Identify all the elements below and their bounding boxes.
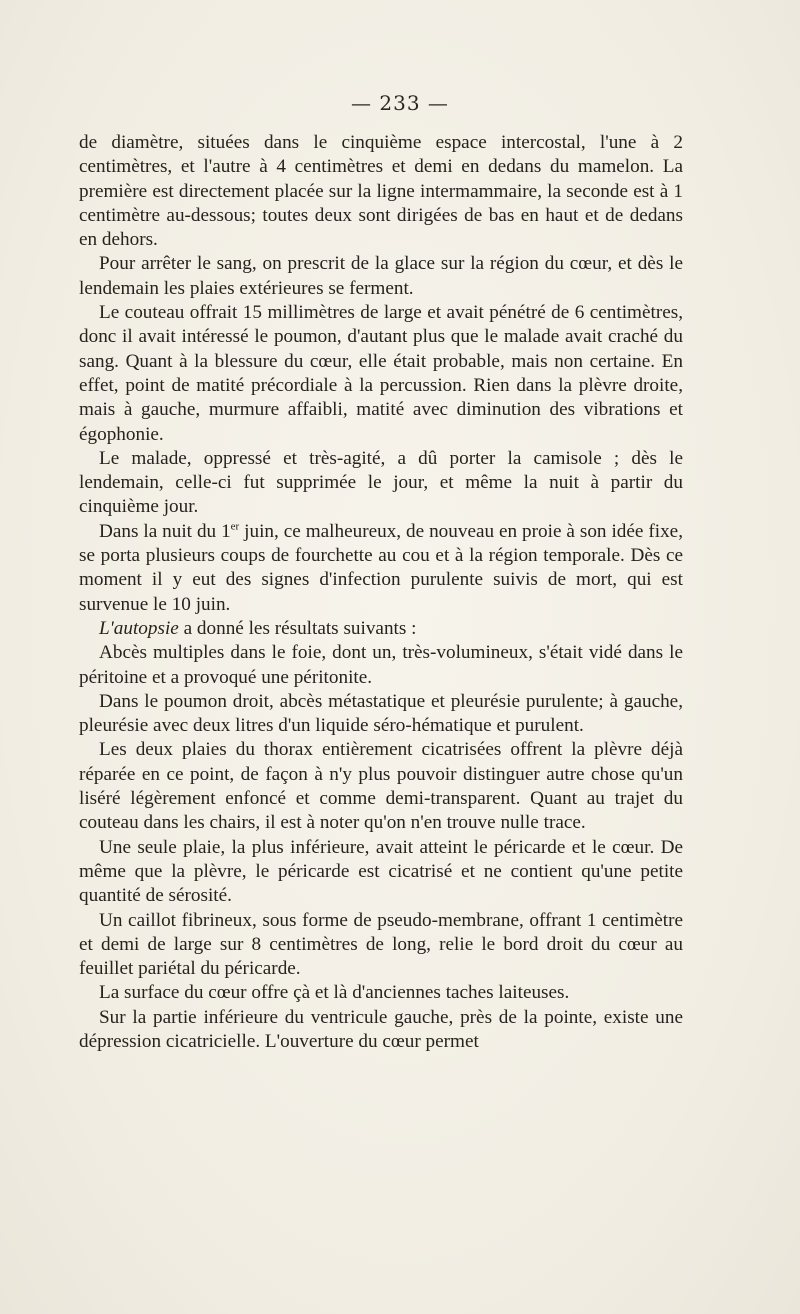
paragraph: Un caillot fibrineux, sous forme de pseudo-membrane, offrant 1 centimètre et demi de large sur 8 centimètres de long, relie le bord droit du cœur au feuillet pariétal du péricarde.	[79, 909, 683, 980]
paragraph: La surface du cœur offre çà et là d'anciennes taches laiteuses.	[99, 982, 570, 1004]
paragraph: Le malade, oppressé et très-agité, a dû porter la camisole ; dès le lendemain, celle-ci fut supprimée le jour, et même la nuit à partir du cinquième jour.	[79, 447, 683, 518]
page-number: — 233 —	[351, 91, 449, 115]
text-run: juin, ce malheureux, de nouveau en proie à son idée fixe, se porta plusieurs coups de fourchette au cou et à la région temporale. Dès ce moment il y eut des signes d'infection purulente suivis de mort, qui est survenue le 10 juin.	[79, 520, 683, 615]
paragraph: Une seule plaie, la plus inférieure, avait atteint le péricarde et le cœur. De même que la plèvre, le péricarde est cicatrisé et ne contient qu'une petite quantité de sérosité.	[79, 836, 683, 907]
paragraph: Dans le poumon droit, abcès métastatique et pleurésie purulente; à gauche, pleurésie avec deux litres d'un liquide séro-hématique et purulent.	[79, 690, 683, 737]
italic-term: L'autopsie	[99, 617, 179, 639]
text-run: Dans la nuit du 1	[99, 520, 231, 542]
paragraph: Sur la partie inférieure du ventricule gauche, près de la pointe, existe une dépression cicatricielle. L'ouverture du cœur permet	[79, 1006, 683, 1052]
paragraph	[79, 617, 683, 641]
paragraph: de diamètre, situées dans le cinquième espace intercostal, l'une à 2 centimètres, et l'autre à 4 centimètres et demi en dedans du mamelon. La première est directement placée sur la ligne intermammaire, la seconde est à 1 centimètre au-dessous; toutes deux sont dirigées de bas en haut et de dedans en dehors.	[79, 132, 683, 251]
paragraph: Abcès multiples dans le foie, dont un, très-volumineux, s'était vidé dans le péritoine et a provoqué une péritonite.	[79, 642, 683, 688]
paragraph: Les deux plaies du thorax entièrement cicatrisées offrent la plèvre déjà réparée en ce point, de façon à n'y plus pouvoir distinguer autre chose qu'un liséré légèrement enfoncé et comme demi-transparent. Quant au trajet du couteau dans les chairs, il est à noter qu'on n'en trouve nulle trace.	[79, 739, 683, 834]
superscript: er	[230, 520, 240, 533]
paragraph	[79, 520, 683, 617]
text-run: a donné les résultats suivants :	[178, 617, 417, 639]
paragraph: Le couteau offrait 15 millimètres de large et avait pénétré de 6 centimètres, donc il avait intéressé le poumon, d'autant plus que le malade avait craché du sang. Quant à la blessure du cœur, elle était probable, mais non certaine. En effet, point de matité précordiale à la percussion. Rien dans la plèvre droite, mais à gauche, murmure affaibli, matité avec diminution des vibrations et égophonie.	[79, 302, 683, 445]
paragraph: Pour arrêter le sang, on prescrit de la glace sur la région du cœur, et dès le lendemain les plaies extérieures se ferment.	[79, 253, 683, 299]
body-text	[79, 131, 683, 1054]
